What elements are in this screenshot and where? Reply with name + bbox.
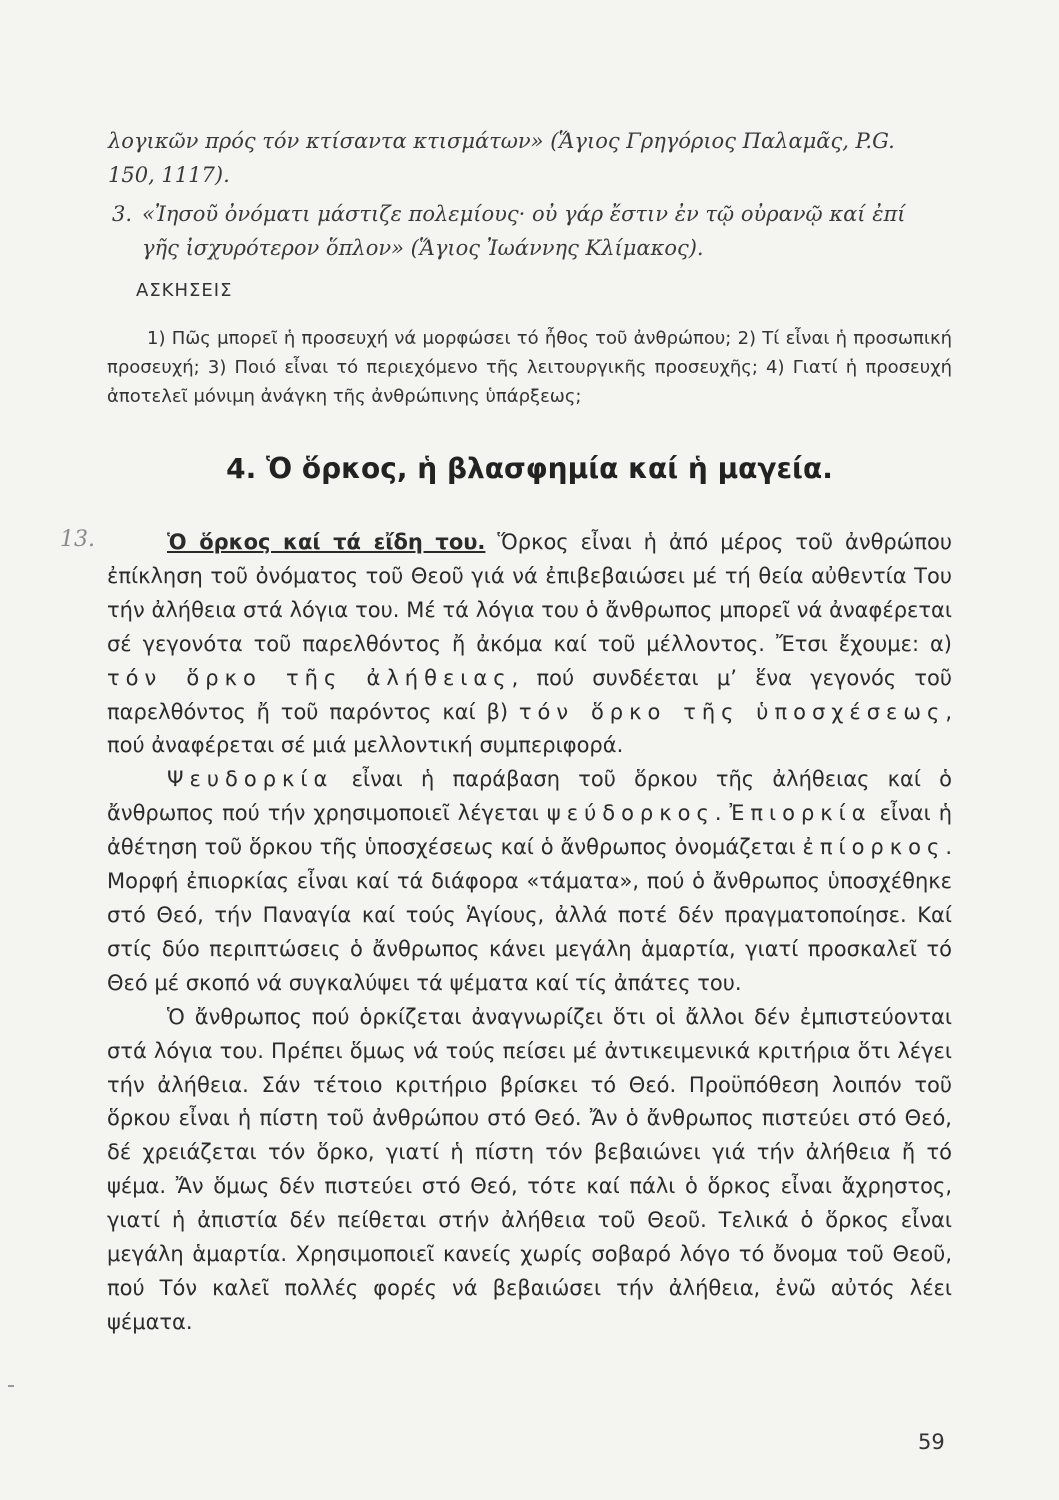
quote-line: γῆς ἰσχυρότερον ὅπλον» (Ἅγιος Ἰωάννης Κλίμακος). — [142, 236, 704, 260]
quote-continuation — [108, 124, 958, 192]
spaced-term: τόν ὅρκο τῆς ὑποσχέσεως — [518, 699, 946, 724]
quote-line: λογικῶν πρός τόν κτίσαντα κτισμάτων» (Ἅγιος Γρηγόριος Παλαμᾶς, P.G. — [108, 129, 895, 153]
paragraph: Ὁ ὅρκος καί τά εἴδη του. Ὅρκος εἶναι ἡ ἀπό μέρος τοῦ ἀνθρώπου ἐπίκληση τοῦ ὀνόματος τοῦ Θεοῦ γιά νά ἐπιβεβαιώσει μέ τή θεία αὐθεντία Του τήν ἀλήθεια στά λόγια του. Μέ τά λόγια του ὁ ἄνθρωπος μπορεῖ νά ἀναφέρεται σέ γεγονότα τοῦ παρελθόντος ἤ ἀκόμα καί τοῦ μέλλοντος. Ἔτσι ἔχουμε: α) τόν ὅρκο τῆς ἀλήθειας, πού συνδέεται μ’ ἕνα γεγονός τοῦ παρελθόντος ἤ τοῦ παρόντος καί β) τόν ὅρκο τῆς ὑποσχέσεως, πού ἀναφέρεται σέ μιά μελλοντική συμπεριφορά. — [107, 530, 953, 758]
spaced-term: τόν ὅρκο τῆς ἀλήθειας — [107, 665, 512, 690]
paragraph: Ψευδορκία εἶναι ἡ παράβαση τοῦ ὅρκου τῆς ἀλήθειας καί ὁ ἄνθρωπος πού τήν χρησιμοποιεῖ λέγεται ψεύδορκος. Ἐπιορκία εἶναι ἡ ἀθέτηση τοῦ ὅρκου τῆς ὑποσχέσεως καί ὁ ἄνθρωπος ὀνομάζεται ἐπίορκος. Μορφή ἐπιορκίας εἶναι καί τά διάφορα «τάματα», πού ὁ ἄνθρωπος ὑποσχέθηκε στό Θεό, τήν Παναγία καί τούς Ἁγίους, ἀλλά ποτέ δέν πραγματοποίησε. Καί στίς δύο περιπτώσεις ὁ ἄνθρωπος κάνει μεγάλη ἁμαρτία, γιατί προσκαλεῖ τό Θεό μέ σκοπό νά συγκαλύψει τά ψέματα καί τίς ἀπάτες του. — [107, 767, 953, 995]
exercises-text: 1) Πῶς μπορεῖ ἡ προσευχή νά μορφώσει τό ἦθος τοῦ ἀνθρώπου; 2) Τί εἶναι ἡ προσωπική προσευχή; 3) Ποιό εἶναι τό περιεχόμενο τῆς λειτουργικῆς προσευχῆς; 4) Γιατί ἡ προσευχή ἀποτελεῖ μόνιμη ἀνάγκη τῆς ἀνθρώπινης ὑπάρξεως; — [107, 328, 952, 407]
quote-line: 150, 1117). — [108, 163, 230, 187]
spaced-term: ἐπίορκος — [802, 835, 946, 860]
exercises-heading: ΑΣΚΗΣΕΙΣ — [136, 280, 233, 301]
page-number: 59 — [918, 1430, 945, 1454]
paragraph: Ὁ ἄνθρωπος πού ὁρκίζεται ἀναγνωρίζει ὅτι οἱ ἄλλοι δέν ἐμπιστεύονται στά λόγια του. Πρέπει ὅμως νά τούς πείσει μέ ἀντικειμενικά κριτήρια ὅτι λέγει τήν ἀλήθεια. Σάν τέτοιο κριτήριο βρίσκει τό Θεό. Προϋπόθεση λοιπόν τοῦ ὅρκου εἶναι ἡ πίστη τοῦ ἀνθρώπου στό Θεό. Ἄν ὁ ἄνθρωπος πιστεύει στό Θεό, δέ χρειάζεται τόν ὅρκο, γιατί ἡ πίστη τόν βεβαιώνει γιά τήν ἀλήθεια ἤ τό ψέμα. Ἄν ὅμως δέν πιστεύει στό Θεό, τότε καί πάλι ὁ ὅρκος εἶναι ἄχρηστος, γιατί ἡ ἀπιστία δέν πείθεται στήν ἀλήθεια τοῦ Θεοῦ. Τελικά ὁ ὅρκος εἶναι μεγάλη ἁμαρτία. Χρησιμοποιεῖ κανείς χωρίς σοβαρό λόγο τό ὄνομα τοῦ Θεοῦ, πού Τόν καλεῖ πολλές φορές νά βεβαιώσει τήν ἀλήθεια, ἐνῶ αὐτός λέει ψέματα. — [107, 1004, 952, 1334]
margin-note: 13. — [60, 527, 95, 552]
spaced-term: ψεύδορκος — [546, 801, 715, 826]
spaced-term: Ψευδορκία — [167, 767, 334, 792]
quote-3 — [112, 197, 962, 265]
chapter-body — [107, 526, 952, 1340]
spaced-term: Ἐπιορκία — [729, 801, 872, 826]
scan-mark — [8, 1385, 14, 1387]
quote-line: 3. «Ἰησοῦ ὀνόματι μάστιζε πολεμίους· οὐ γάρ ἔστιν ἐν τῷ οὐρανῷ καί ἐπί — [112, 197, 962, 231]
quote-number: 3. — [112, 202, 133, 226]
section-subheading: Ὁ ὅρκος καί τά εἴδη του. — [167, 530, 486, 554]
chapter-title: 4. Ὁ ὅρκος, ἡ βλασφημία καί ἡ μαγεία. — [226, 452, 833, 485]
